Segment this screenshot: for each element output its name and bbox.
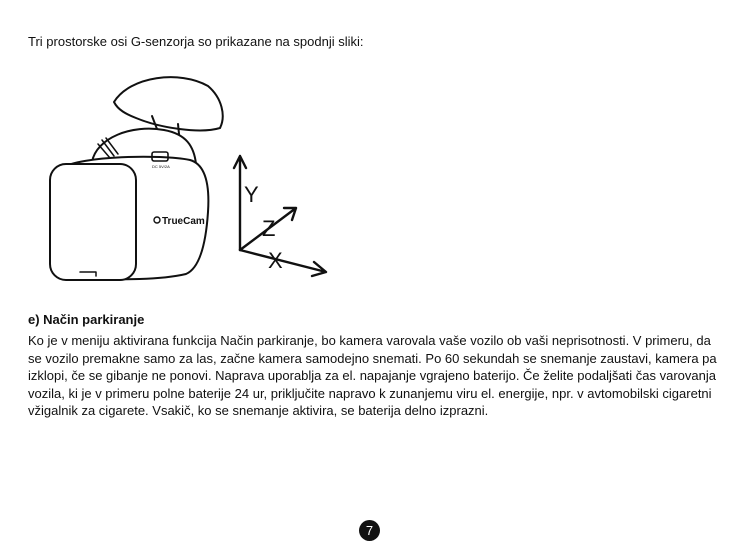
- page-number-badge: 7: [359, 520, 380, 541]
- section-body: [28, 332, 717, 420]
- x-axis-arrow: [240, 250, 326, 276]
- axis-z-label: Z: [262, 216, 276, 241]
- camera-front-face: [50, 164, 136, 280]
- axis-y-label: Y: [244, 182, 259, 207]
- body-line: se vozilo premakne samo za las, začne kamera samodejno snemati. Po 60 sekundah se snemanje zaustavi, kamera pa: [28, 350, 717, 366]
- body-line: Ko je v meniju aktivirana funkcija Način parkiranje, bo kamera varovala vaše vozilo ob vaši neprisotnosti. V primeru, da: [28, 333, 711, 348]
- section-heading: e) Način parkiranje: [28, 312, 145, 327]
- brand-label: TrueCam: [162, 216, 205, 227]
- axis-x-label: X: [268, 248, 283, 273]
- dash-camera-illustration: [50, 77, 223, 280]
- body-line: izklopi, če se gibanje ne ponovi. Naprava uporablja za el. napajanje vgrajeno baterijo. Če želite podaljšati čas varovanja: [28, 368, 716, 383]
- body-line: vozila, ki je v primeru polne baterije 24 ur, priključite napravo k zunanjemu viru el. energije, npr. v avtomobilski cigaretni: [28, 385, 712, 401]
- g-sensor-figure: [40, 72, 350, 292]
- intro-text: Tri prostorske osi G-senzorja so prikazane na spodnji sliki:: [28, 34, 364, 49]
- port-label: DC 5V/2A: [152, 164, 170, 169]
- body-line: vžigalnik za cigarete. Vsakič, ko se snemanje aktivira, se baterija delno izprazni.: [28, 403, 489, 418]
- mount-cup: [114, 77, 223, 130]
